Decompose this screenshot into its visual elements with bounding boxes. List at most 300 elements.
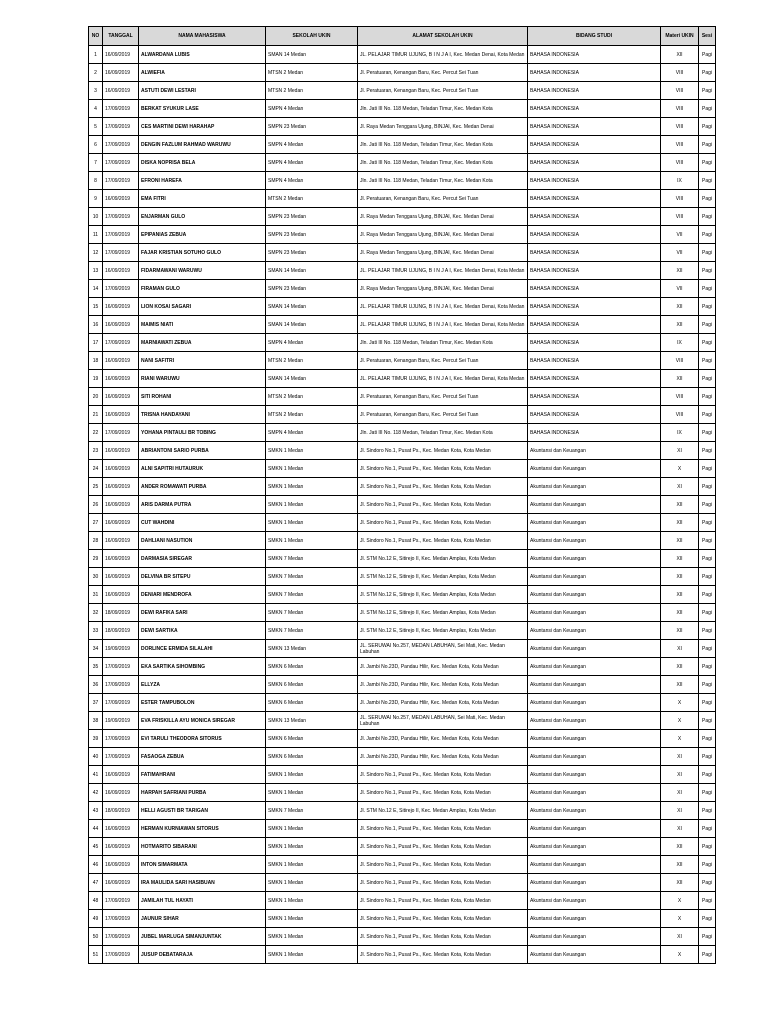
cell-nama: ASTUTI DEWI LESTARI [139, 82, 266, 100]
cell-bidang: Akuntansi dan Keuangan [528, 892, 661, 910]
cell-tanggal: 16/09/2019 [103, 460, 139, 478]
cell-materi: IX [661, 172, 699, 190]
cell-no: 14 [89, 280, 103, 298]
cell-no: 6 [89, 136, 103, 154]
cell-bidang: BAHASA INDONESIA [528, 226, 661, 244]
cell-tanggal: 16/09/2019 [103, 352, 139, 370]
table-row [89, 82, 716, 100]
header-no: NO [89, 27, 103, 46]
cell-no: 4 [89, 100, 103, 118]
cell-no: 5 [89, 118, 103, 136]
cell-no: 41 [89, 766, 103, 784]
cell-alamat: Jl. Jambi No.23D, Pandau Hilir, Kec. Medan Kota, Kota Medan [358, 676, 528, 694]
table-row [89, 712, 716, 730]
cell-alamat: Jln. Jati III No. 118 Medan, Teladan Timur, Kec. Medan Kota [358, 334, 528, 352]
cell-materi: XI [661, 442, 699, 460]
cell-bidang: BAHASA INDONESIA [528, 46, 661, 64]
cell-alamat: Jl. Raya Medan Tenggara Ujung, BINJAI, Kec. Medan Denai [358, 280, 528, 298]
cell-materi: XII [661, 838, 699, 856]
table-row [89, 478, 716, 496]
table-row [89, 730, 716, 748]
cell-bidang: Akuntansi dan Keuangan [528, 820, 661, 838]
table-row [89, 190, 716, 208]
cell-nama: FAJAR KRISTIAN SOTUHO GULO [139, 244, 266, 262]
cell-alamat: Jl. Sindoro No.1, Pusat Ps., Kec. Medan Kota, Kota Medan [358, 478, 528, 496]
cell-sesi: Pagi [699, 460, 716, 478]
cell-alamat: Jl. Peratuaran, Kenangan Baru, Kec. Percut Sei Tuan [358, 352, 528, 370]
cell-sekolah: SMKN 7 Medan [266, 550, 358, 568]
cell-nama: HOTMARITO SIBARANI [139, 838, 266, 856]
cell-sekolah: SMKN 6 Medan [266, 748, 358, 766]
cell-alamat: JL. PELAJAR TIMUR UJUNG, B I N J A I, Kec. Medan Denai, Kota Medan [358, 46, 528, 64]
cell-alamat: Jln. Jati III No. 118 Medan, Teladan Timur, Kec. Medan Kota [358, 136, 528, 154]
cell-sesi: Pagi [699, 208, 716, 226]
cell-no: 43 [89, 802, 103, 820]
cell-sesi: Pagi [699, 154, 716, 172]
cell-bidang: Akuntansi dan Keuangan [528, 874, 661, 892]
cell-sesi: Pagi [699, 712, 716, 730]
cell-materi: VII [661, 244, 699, 262]
cell-materi: IX [661, 334, 699, 352]
cell-no: 25 [89, 478, 103, 496]
cell-sesi: Pagi [699, 442, 716, 460]
cell-bidang: Akuntansi dan Keuangan [528, 694, 661, 712]
cell-no: 48 [89, 892, 103, 910]
cell-tanggal: 17/09/2019 [103, 676, 139, 694]
cell-sekolah: SMKN 1 Medan [266, 910, 358, 928]
cell-sesi: Pagi [699, 604, 716, 622]
cell-sesi: Pagi [699, 496, 716, 514]
cell-tanggal: 16/09/2019 [103, 64, 139, 82]
cell-materi: VIII [661, 406, 699, 424]
cell-tanggal: 16/09/2019 [103, 316, 139, 334]
cell-nama: EKA SARTIKA SIHOMBING [139, 658, 266, 676]
cell-alamat: Jl. Raya Medan Tenggara Ujung, BINJAI, Kec. Medan Denai [358, 244, 528, 262]
cell-nama: EPIPANIAS ZEBUA [139, 226, 266, 244]
cell-materi: XI [661, 820, 699, 838]
cell-alamat: Jl. Sindoro No.1, Pusat Ps., Kec. Medan Kota, Kota Medan [358, 892, 528, 910]
cell-materi: XII [661, 676, 699, 694]
cell-materi: XII [661, 514, 699, 532]
cell-tanggal: 17/09/2019 [103, 136, 139, 154]
cell-sekolah: SMKN 1 Medan [266, 856, 358, 874]
table-row [89, 892, 716, 910]
cell-sesi: Pagi [699, 568, 716, 586]
cell-bidang: Akuntansi dan Keuangan [528, 478, 661, 496]
cell-tanggal: 17/09/2019 [103, 424, 139, 442]
student-table [88, 26, 716, 964]
cell-sekolah: SMKN 1 Medan [266, 892, 358, 910]
cell-alamat: Jl. Sindoro No.1, Pusat Ps., Kec. Medan Kota, Kota Medan [358, 784, 528, 802]
cell-sekolah: SMKN 6 Medan [266, 676, 358, 694]
table-row [89, 208, 716, 226]
cell-sekolah: MTSN 2 Medan [266, 352, 358, 370]
table-row [89, 946, 716, 964]
cell-sesi: Pagi [699, 676, 716, 694]
cell-sesi: Pagi [699, 622, 716, 640]
cell-sesi: Pagi [699, 910, 716, 928]
cell-alamat: Jl. Peratuaran, Kenangan Baru, Kec. Percut Sei Tuan [358, 406, 528, 424]
cell-alamat: Jl. Sindoro No.1, Pusat Ps., Kec. Medan Kota, Kota Medan [358, 928, 528, 946]
cell-no: 3 [89, 82, 103, 100]
cell-bidang: BAHASA INDONESIA [528, 262, 661, 280]
cell-tanggal: 17/09/2019 [103, 172, 139, 190]
cell-bidang: Akuntansi dan Keuangan [528, 946, 661, 964]
cell-tanggal: 17/09/2019 [103, 118, 139, 136]
header-row [89, 27, 716, 46]
header-bidang: BIDANG STUDI [528, 27, 661, 46]
table-row [89, 460, 716, 478]
cell-bidang: BAHASA INDONESIA [528, 154, 661, 172]
cell-alamat: JL. PELAJAR TIMUR UJUNG, B I N J A I, Kec. Medan Denai, Kota Medan [358, 316, 528, 334]
cell-no: 21 [89, 406, 103, 424]
cell-sekolah: SMKN 1 Medan [266, 946, 358, 964]
cell-sesi: Pagi [699, 118, 716, 136]
cell-nama: DENGIN FAZLUM RAHMAD WARUWU [139, 136, 266, 154]
cell-nama: HERMAN KURNIAWAN SITORUS [139, 820, 266, 838]
cell-sekolah: SMKN 7 Medan [266, 622, 358, 640]
cell-tanggal: 16/09/2019 [103, 586, 139, 604]
cell-alamat: Jln. Jati III No. 118 Medan, Teladan Timur, Kec. Medan Kota [358, 100, 528, 118]
cell-alamat: Jl. Sindoro No.1, Pusat Ps., Kec. Medan Kota, Kota Medan [358, 532, 528, 550]
cell-nama: JAUNUR SIHAR [139, 910, 266, 928]
cell-nama: ESTER TAMPUBOLON [139, 694, 266, 712]
header-alamat: ALAMAT SEKOLAH UKIN [358, 27, 528, 46]
cell-tanggal: 17/09/2019 [103, 892, 139, 910]
cell-nama: DEWI SARTIKA [139, 622, 266, 640]
table-row [89, 226, 716, 244]
cell-nama: FATIMAHRANI [139, 766, 266, 784]
cell-materi: XII [661, 496, 699, 514]
table-row [89, 100, 716, 118]
cell-alamat: Jl. Peratuaran, Kenangan Baru, Kec. Percut Sei Tuan [358, 82, 528, 100]
cell-sekolah: SMKN 7 Medan [266, 586, 358, 604]
cell-nama: DARMASIA SIREGAR [139, 550, 266, 568]
cell-tanggal: 19/09/2019 [103, 640, 139, 658]
cell-no: 22 [89, 424, 103, 442]
cell-sesi: Pagi [699, 370, 716, 388]
table-row [89, 820, 716, 838]
cell-sekolah: SMAN 14 Medan [266, 262, 358, 280]
cell-alamat: Jln. Jati III No. 118 Medan, Teladan Timur, Kec. Medan Kota [358, 172, 528, 190]
cell-alamat: Jl. Peratuaran, Kenangan Baru, Kec. Percut Sei Tuan [358, 190, 528, 208]
cell-materi: VII [661, 226, 699, 244]
table-row [89, 928, 716, 946]
cell-bidang: Akuntansi dan Keuangan [528, 586, 661, 604]
cell-bidang: Akuntansi dan Keuangan [528, 442, 661, 460]
cell-no: 8 [89, 172, 103, 190]
cell-sesi: Pagi [699, 406, 716, 424]
cell-sekolah: SMAN 14 Medan [266, 298, 358, 316]
cell-bidang: BAHASA INDONESIA [528, 244, 661, 262]
cell-bidang: BAHASA INDONESIA [528, 208, 661, 226]
cell-materi: XII [661, 568, 699, 586]
cell-alamat: Jl. STM No.12 E, Sitirejo II, Kec. Medan Amplas, Kota Medan [358, 586, 528, 604]
cell-tanggal: 16/09/2019 [103, 46, 139, 64]
cell-materi: XI [661, 802, 699, 820]
cell-alamat: JL. SERUWAI No.257, MEDAN LABUHAN, Sei Mati, Kec. Medan Labuhan [358, 712, 528, 730]
cell-tanggal: 17/09/2019 [103, 928, 139, 946]
cell-alamat: Jl. Sindoro No.1, Pusat Ps., Kec. Medan Kota, Kota Medan [358, 442, 528, 460]
cell-sesi: Pagi [699, 640, 716, 658]
table-row [89, 748, 716, 766]
cell-sesi: Pagi [699, 334, 716, 352]
cell-sekolah: SMKN 6 Medan [266, 658, 358, 676]
cell-sekolah: SMKN 7 Medan [266, 802, 358, 820]
cell-alamat: JL. PELAJAR TIMUR UJUNG, B I N J A I, Kec. Medan Denai, Kota Medan [358, 262, 528, 280]
cell-bidang: BAHASA INDONESIA [528, 280, 661, 298]
cell-no: 18 [89, 352, 103, 370]
cell-no: 2 [89, 64, 103, 82]
cell-nama: EVA FRISKILLA AYU MONICA SIREGAR [139, 712, 266, 730]
cell-alamat: JL. PELAJAR TIMUR UJUNG, B I N J A I, Kec. Medan Denai, Kota Medan [358, 298, 528, 316]
cell-alamat: Jl. Sindoro No.1, Pusat Ps., Kec. Medan Kota, Kota Medan [358, 820, 528, 838]
cell-bidang: Akuntansi dan Keuangan [528, 622, 661, 640]
cell-sesi: Pagi [699, 190, 716, 208]
cell-sekolah: SMPN 23 Medan [266, 118, 358, 136]
cell-no: 30 [89, 568, 103, 586]
cell-materi: VIII [661, 136, 699, 154]
cell-materi: XII [661, 262, 699, 280]
cell-materi: VIII [661, 82, 699, 100]
cell-alamat: Jl. STM No.12 E, Sitirejo II, Kec. Medan Amplas, Kota Medan [358, 622, 528, 640]
cell-sesi: Pagi [699, 856, 716, 874]
table-row [89, 856, 716, 874]
cell-materi: VII [661, 280, 699, 298]
table-row [89, 694, 716, 712]
cell-no: 35 [89, 658, 103, 676]
cell-nama: TRISNA HANDAYANI [139, 406, 266, 424]
cell-bidang: Akuntansi dan Keuangan [528, 748, 661, 766]
cell-sekolah: SMPN 23 Medan [266, 208, 358, 226]
cell-no: 27 [89, 514, 103, 532]
cell-bidang: BAHASA INDONESIA [528, 406, 661, 424]
cell-tanggal: 16/09/2019 [103, 370, 139, 388]
cell-materi: XII [661, 532, 699, 550]
cell-no: 11 [89, 226, 103, 244]
cell-no: 39 [89, 730, 103, 748]
cell-alamat: Jl. STM No.12 E, Sitirejo II, Kec. Medan Amplas, Kota Medan [358, 802, 528, 820]
cell-nama: YOHANA PINTAULI BR TOBING [139, 424, 266, 442]
cell-alamat: Jl. Sindoro No.1, Pusat Ps., Kec. Medan Kota, Kota Medan [358, 514, 528, 532]
cell-alamat: Jl. STM No.12 E, Sitirejo II, Kec. Medan Amplas, Kota Medan [358, 604, 528, 622]
table-row [89, 316, 716, 334]
cell-sekolah: SMKN 1 Medan [266, 514, 358, 532]
cell-no: 19 [89, 370, 103, 388]
cell-nama: ALWARDANA LUBIS [139, 46, 266, 64]
cell-materi: XII [661, 298, 699, 316]
cell-sekolah: SMKN 1 Medan [266, 460, 358, 478]
cell-alamat: Jl. Sindoro No.1, Pusat Ps., Kec. Medan Kota, Kota Medan [358, 496, 528, 514]
cell-nama: JUBEL MARLUGA SIMANJUNTAK [139, 928, 266, 946]
cell-no: 13 [89, 262, 103, 280]
table-row [89, 604, 716, 622]
cell-no: 44 [89, 820, 103, 838]
cell-sekolah: SMKN 1 Medan [266, 838, 358, 856]
cell-materi: XII [661, 604, 699, 622]
cell-sekolah: SMKN 1 Medan [266, 784, 358, 802]
cell-sesi: Pagi [699, 244, 716, 262]
cell-sekolah: SMKN 1 Medan [266, 874, 358, 892]
cell-materi: IX [661, 424, 699, 442]
cell-nama: NANI SAFITRI [139, 352, 266, 370]
cell-sesi: Pagi [699, 298, 716, 316]
cell-materi: XI [661, 766, 699, 784]
cell-bidang: Akuntansi dan Keuangan [528, 910, 661, 928]
cell-sesi: Pagi [699, 64, 716, 82]
cell-nama: DEWI RAFIKA SARI [139, 604, 266, 622]
cell-sekolah: SMAN 14 Medan [266, 316, 358, 334]
cell-alamat: Jl. Jambi No.23D, Pandau Hilir, Kec. Medan Kota, Kota Medan [358, 694, 528, 712]
table-row [89, 586, 716, 604]
cell-alamat: JL. PELAJAR TIMUR UJUNG, B I N J A I, Kec. Medan Denai, Kota Medan [358, 370, 528, 388]
table-row [89, 622, 716, 640]
cell-tanggal: 16/09/2019 [103, 442, 139, 460]
cell-bidang: BAHASA INDONESIA [528, 370, 661, 388]
cell-sekolah: MTSN 2 Medan [266, 388, 358, 406]
cell-sekolah: MTSN 2 Medan [266, 406, 358, 424]
table-row [89, 136, 716, 154]
cell-sekolah: SMKN 1 Medan [266, 478, 358, 496]
cell-bidang: BAHASA INDONESIA [528, 388, 661, 406]
cell-bidang: BAHASA INDONESIA [528, 100, 661, 118]
cell-tanggal: 16/09/2019 [103, 514, 139, 532]
cell-tanggal: 16/09/2019 [103, 532, 139, 550]
cell-alamat: Jl. Raya Medan Tenggara Ujung, BINJAI, Kec. Medan Denai [358, 208, 528, 226]
cell-sekolah: SMKN 13 Medan [266, 712, 358, 730]
cell-no: 32 [89, 604, 103, 622]
cell-nama: EMA FITRI [139, 190, 266, 208]
cell-materi: X [661, 460, 699, 478]
cell-sesi: Pagi [699, 82, 716, 100]
cell-bidang: Akuntansi dan Keuangan [528, 604, 661, 622]
header-sesi: Sesi [699, 27, 716, 46]
cell-no: 28 [89, 532, 103, 550]
table-row [89, 424, 716, 442]
cell-nama: DENIARI MENDROFA [139, 586, 266, 604]
cell-tanggal: 17/09/2019 [103, 226, 139, 244]
cell-bidang: BAHASA INDONESIA [528, 118, 661, 136]
table-row [89, 802, 716, 820]
cell-tanggal: 16/09/2019 [103, 856, 139, 874]
table-row [89, 514, 716, 532]
cell-materi: XI [661, 748, 699, 766]
table-row [89, 118, 716, 136]
cell-no: 38 [89, 712, 103, 730]
cell-materi: VIII [661, 154, 699, 172]
cell-sekolah: SMPN 4 Medan [266, 424, 358, 442]
cell-bidang: BAHASA INDONESIA [528, 172, 661, 190]
cell-sekolah: SMKN 1 Medan [266, 496, 358, 514]
cell-bidang: Akuntansi dan Keuangan [528, 532, 661, 550]
cell-sekolah: SMKN 7 Medan [266, 604, 358, 622]
cell-alamat: Jl. Sindoro No.1, Pusat Ps., Kec. Medan Kota, Kota Medan [358, 946, 528, 964]
cell-nama: SITI ROHANI [139, 388, 266, 406]
table-row [89, 874, 716, 892]
cell-no: 12 [89, 244, 103, 262]
cell-tanggal: 17/09/2019 [103, 280, 139, 298]
table-body [89, 46, 716, 964]
cell-sekolah: SMKN 1 Medan [266, 928, 358, 946]
cell-tanggal: 16/09/2019 [103, 820, 139, 838]
cell-materi: VIII [661, 118, 699, 136]
cell-alamat: Jl. STM No.12 E, Sitirejo II, Kec. Medan Amplas, Kota Medan [358, 550, 528, 568]
cell-alamat: Jl. Sindoro No.1, Pusat Ps., Kec. Medan Kota, Kota Medan [358, 856, 528, 874]
table-row [89, 334, 716, 352]
cell-tanggal: 18/09/2019 [103, 604, 139, 622]
cell-nama: ENJARMAN GULO [139, 208, 266, 226]
cell-tanggal: 16/09/2019 [103, 82, 139, 100]
cell-alamat: Jl. Sindoro No.1, Pusat Ps., Kec. Medan Kota, Kota Medan [358, 460, 528, 478]
cell-bidang: Akuntansi dan Keuangan [528, 802, 661, 820]
cell-alamat: Jl. Sindoro No.1, Pusat Ps., Kec. Medan Kota, Kota Medan [358, 838, 528, 856]
cell-bidang: Akuntansi dan Keuangan [528, 784, 661, 802]
table-row [89, 370, 716, 388]
cell-no: 31 [89, 586, 103, 604]
cell-nama: LION KOSAI SAGARI [139, 298, 266, 316]
table-row [89, 298, 716, 316]
cell-materi: XI [661, 478, 699, 496]
cell-tanggal: 16/09/2019 [103, 784, 139, 802]
cell-sekolah: SMPN 4 Medan [266, 154, 358, 172]
table-row [89, 244, 716, 262]
cell-sesi: Pagi [699, 136, 716, 154]
cell-tanggal: 16/09/2019 [103, 568, 139, 586]
cell-alamat: Jl. Jambi No.23D, Pandau Hilir, Kec. Medan Kota, Kota Medan [358, 748, 528, 766]
cell-tanggal: 17/09/2019 [103, 694, 139, 712]
cell-sesi: Pagi [699, 514, 716, 532]
table-row [89, 154, 716, 172]
cell-sesi: Pagi [699, 532, 716, 550]
cell-bidang: Akuntansi dan Keuangan [528, 460, 661, 478]
table-row [89, 550, 716, 568]
cell-bidang: Akuntansi dan Keuangan [528, 838, 661, 856]
cell-no: 15 [89, 298, 103, 316]
table-row [89, 838, 716, 856]
cell-sesi: Pagi [699, 586, 716, 604]
cell-nama: BERKAT SYUKUR LASE [139, 100, 266, 118]
cell-sesi: Pagi [699, 100, 716, 118]
table-row [89, 532, 716, 550]
cell-nama: FASAOGA ZEBUA [139, 748, 266, 766]
cell-sesi: Pagi [699, 352, 716, 370]
cell-alamat: Jln. Jati III No. 118 Medan, Teladan Timur, Kec. Medan Kota [358, 424, 528, 442]
cell-no: 23 [89, 442, 103, 460]
cell-sekolah: SMAN 14 Medan [266, 370, 358, 388]
cell-sekolah: SMKN 1 Medan [266, 820, 358, 838]
cell-nama: DISKA NOPRISA BELA [139, 154, 266, 172]
cell-bidang: Akuntansi dan Keuangan [528, 514, 661, 532]
cell-bidang: Akuntansi dan Keuangan [528, 856, 661, 874]
table-row [89, 784, 716, 802]
cell-tanggal: 17/09/2019 [103, 208, 139, 226]
cell-bidang: Akuntansi dan Keuangan [528, 766, 661, 784]
cell-tanggal: 16/09/2019 [103, 874, 139, 892]
cell-bidang: BAHASA INDONESIA [528, 424, 661, 442]
cell-materi: VIII [661, 64, 699, 82]
cell-nama: JUSUP DEBATARAJA [139, 946, 266, 964]
cell-nama: FIRAMAN GULO [139, 280, 266, 298]
cell-alamat: Jl. Jambi No.23D, Pandau Hilir, Kec. Medan Kota, Kota Medan [358, 730, 528, 748]
cell-alamat: Jl. STM No.12 E, Sitirejo II, Kec. Medan Amplas, Kota Medan [358, 568, 528, 586]
cell-bidang: BAHASA INDONESIA [528, 352, 661, 370]
cell-no: 20 [89, 388, 103, 406]
table-row [89, 766, 716, 784]
cell-sesi: Pagi [699, 226, 716, 244]
cell-sekolah: MTSN 2 Medan [266, 64, 358, 82]
cell-alamat: Jl. Peratuaran, Kenangan Baru, Kec. Percut Sei Tuan [358, 64, 528, 82]
table-row [89, 172, 716, 190]
